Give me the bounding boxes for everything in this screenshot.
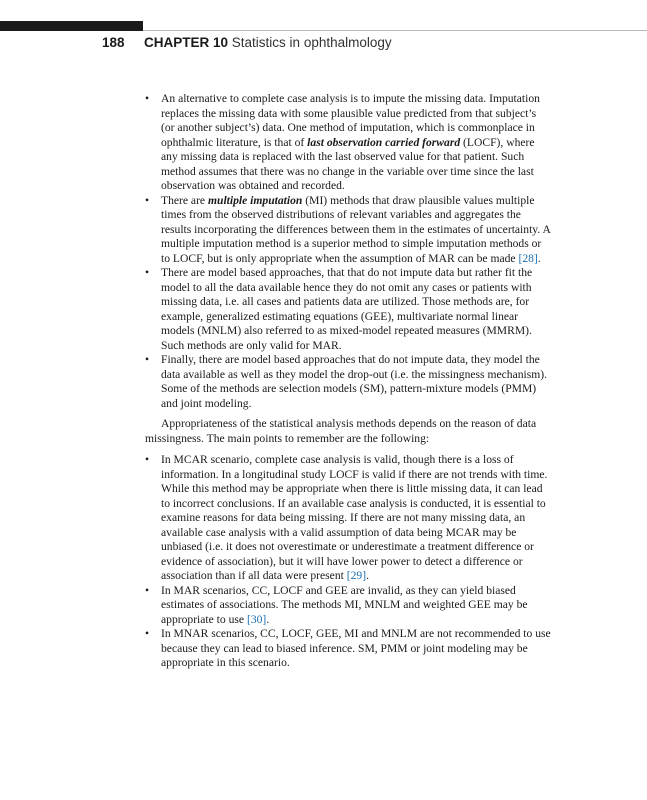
- citation-link[interactable]: [29]: [346, 569, 367, 582]
- page-body: [145, 92, 551, 671]
- list-item: • In MAR scenarios, CC, LOCF and GEE are invalid, as they can yield biased estimates of associations. The methods MI, MNLM and weighted GEE may be appropriate to use [30].: [145, 584, 551, 628]
- list-item: • There are multiple imputation (MI) methods that draw plausible values multiple times from the observed distributions of relevant variables and aggregates the results incorporating the differences between them in the estimates of uncertainty. A multiple imputation method is a superior method to simple imputation methods or to LOCF, but is only appropriate when the assumption of MAR can be made [28].: [145, 194, 551, 267]
- bullet-list-methods: [145, 92, 551, 411]
- header-rule: [143, 30, 647, 31]
- list-item: • Finally, there are model based approaches that do not impute data, they model the data available as well as they model the drop-out (i.e. the missingness mechanism). Some of the methods are selection models (SM), pattern-mixture models (PMM) and joint modeling.: [145, 353, 551, 411]
- list-item: • An alternative to complete case analysis is to impute the missing data. Imputation replaces the missing data with some plausible value predicted from that subject’s (or another subject’s) data. One method of imputation, which is commonplace in ophthalmic literature, is that of last observation carried forward (LOCF), where any missing data is replaced with the last observed value for that patient. Such method assumes that there was no change in the variable over time since the last observation was obtained and recorded.: [145, 92, 551, 194]
- list-item: • There are model based approaches, that that do not impute data but rather fit the model to all the data available hence they do not omit any cases or patients with missing data, i.e. all cases and patients data are utilized. Those methods are, for example, generalized estimating equations (GEE), multivariate normal linear models (MNLM) also referred to as mixed-model repeated measures (MMRM). Such methods are only valid for MAR.: [145, 266, 551, 353]
- emphasis-term: last observation carried forward: [307, 135, 461, 149]
- list-item: • In MNAR scenarios, CC, LOCF, GEE, MI and MNLM are not recommended to use because they can lead to biased inference. SM, PMM or joint modeling may be appropriate in this scenario.: [145, 627, 551, 671]
- header-bar: [0, 21, 143, 31]
- citation-link[interactable]: [30]: [246, 612, 267, 626]
- running-head: [102, 35, 392, 50]
- chapter-label: CHAPTER 10: [144, 35, 229, 50]
- list-item: • In MCAR scenario, complete case analysis is valid, though there is a loss of information. In a longitudinal study LOCF is valid if there are not trends with time. While this method may be appropriate when there is little missing data, it can lead to incorrect conclusions. If an available case analysis is conducted, it is essential to examine reasons for data being missing. If there are not many missing data, an available case analysis with a valid assumption of data being MCAR may be unbiased (i.e. it does not overestimate or underestimate a treatment difference or evidence of association), but it will have lower power to detect a difference or association than if all data were present [29].: [145, 453, 551, 584]
- page-number: 188: [102, 35, 125, 50]
- emphasis-term: multiple imputation: [207, 193, 303, 207]
- bullet-list-scenarios: [145, 453, 551, 671]
- chapter-title: Statistics in ophthalmology: [231, 35, 392, 50]
- citation-link[interactable]: [28]: [518, 251, 538, 265]
- body-paragraph: Appropriateness of the statistical analysis methods depends on the reason of data missingness. The main points to remember are the following:: [145, 417, 537, 445]
